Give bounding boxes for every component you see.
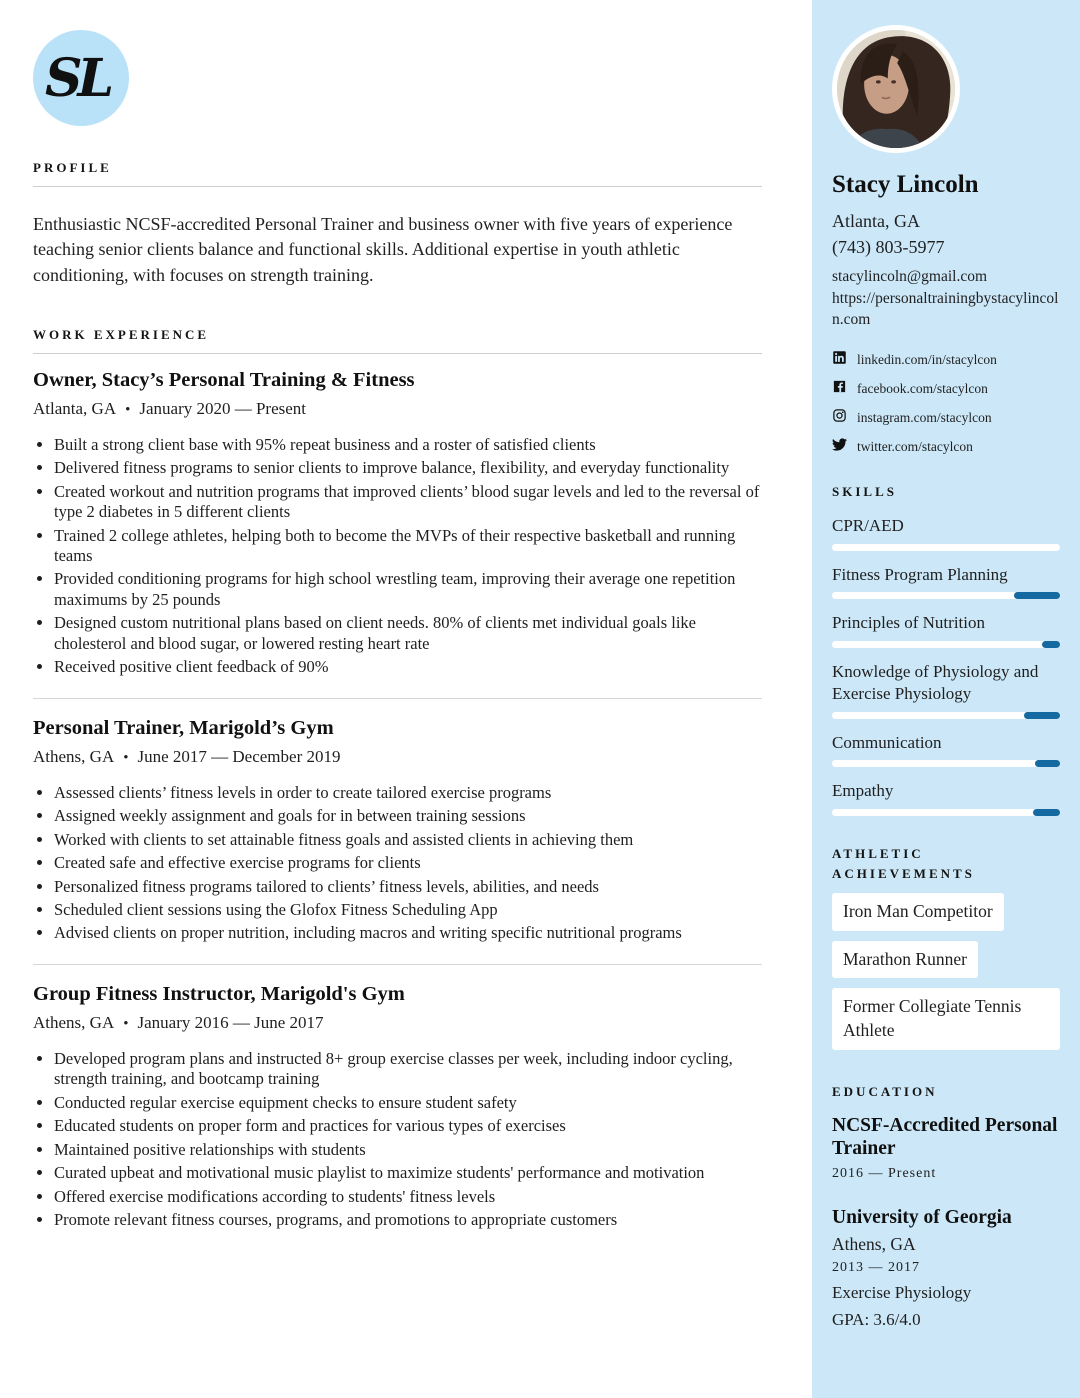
skill-bar [832, 809, 1060, 816]
sidebar [812, 0, 1080, 1398]
achievements-heading: ATHLETIC ACHIEVEMENTS [832, 846, 975, 881]
bullet-item: • Developed program plans and instructed 8+ group exercise classes per week, including indoor cycling, strength training, and bootcamp training [54, 1049, 762, 1090]
skill-name: CPR/AED [832, 515, 904, 535]
education-detail: GPA: 3.6/4.0 [832, 1310, 921, 1330]
bullet-item: • Created safe and effective exercise programs for clients [54, 853, 762, 873]
skill-bar [832, 760, 1060, 767]
skills-heading: SKILLS [832, 484, 897, 500]
bullet-item: • Built a strong client base with 95% repeat business and a roster of satisfied clients [54, 435, 762, 455]
work-experience-heading: WORK EXPERIENCE [33, 327, 210, 343]
skill-item [832, 612, 1060, 648]
bullet-item: • Trained 2 college athletes, helping both to become the MVPs of their respective basketball and running teams [54, 526, 762, 567]
skill-bar [832, 641, 1060, 648]
profile-text: Enthusiastic NCSF-accredited Personal Trainer and business owner with five years of experience teaching senior clients balance and functional skills. Additional expertise in youth athletic conditioning, with focuses on strength training. [33, 213, 733, 286]
portrait-illustration [837, 30, 955, 148]
skill-bar-remainder [1014, 592, 1060, 599]
monogram-initials: SL [44, 47, 110, 109]
skill-item [832, 780, 1060, 816]
achievement-tag: Former Collegiate Tennis Athlete [832, 988, 1060, 1049]
job-meta [33, 747, 762, 767]
education-heading: EDUCATION [832, 1083, 938, 1099]
instagram-icon [832, 408, 847, 423]
skill-name: Empathy [832, 781, 894, 801]
education-title: NCSF-Accredited Personal Trainer [832, 1115, 1058, 1160]
job-bullet-list [33, 783, 762, 944]
bullet-item: • Curated upbeat and motivational music playlist to maximize students' performance and motivation [54, 1163, 762, 1183]
social-link-label: facebook.com/stacylcon [857, 381, 988, 397]
skill-bar [832, 544, 1060, 551]
skill-item [832, 564, 1060, 600]
bullet-item: • Received positive client feedback of 90% [54, 657, 762, 677]
job-location: Atlanta, GA [33, 398, 117, 418]
education-dates: 2016 — Present [832, 1165, 937, 1181]
achievements-list [832, 893, 1060, 1050]
monogram-logo [33, 30, 129, 126]
social-link-linkedin[interactable] [832, 350, 1060, 370]
job-list [33, 369, 762, 1231]
job-entry [33, 369, 762, 678]
job-title: Group Fitness Instructor, Marigold's Gym [33, 982, 405, 1005]
bullet-item: • Personalized fitness programs tailored to clients’ fitness levels, abilities, and needs [54, 877, 762, 897]
job-divider [33, 964, 762, 965]
profile-photo [832, 25, 960, 153]
profile-heading: PROFILE [33, 160, 112, 175]
skill-bar-remainder [1035, 760, 1060, 767]
education-detail: Exercise Physiology [832, 1283, 972, 1303]
job-location: Athens, GA [33, 1012, 115, 1032]
twitter-icon [832, 437, 847, 457]
skill-name: Principles of Nutrition [832, 613, 985, 633]
skill-item [832, 515, 1060, 551]
linkedin-icon [832, 350, 847, 370]
social-link-facebook[interactable] [832, 379, 1060, 399]
skill-name: Knowledge of Physiology and Exercise Physiology [832, 662, 1039, 703]
instagram-icon [832, 408, 847, 428]
job-dates: January 2020 — Present [139, 398, 307, 418]
skills-list [832, 515, 1060, 816]
contact-location: Atlanta, GA [832, 211, 920, 231]
skill-bar [832, 592, 1060, 599]
education-location: Athens, GA [832, 1234, 916, 1255]
meta-separator-dot [114, 1013, 137, 1032]
job-divider [33, 698, 762, 699]
facebook-icon [832, 379, 847, 394]
contact-email-link[interactable]: stacylincoln@gmail.com [832, 268, 988, 286]
contact-phone: (743) 803-5977 [832, 237, 945, 258]
bullet-item: • Offered exercise modifications according to students' fitness levels [54, 1187, 762, 1207]
education-title: University of Georgia [832, 1206, 1012, 1228]
bullet-item: • Assessed clients’ fitness levels in order to create tailored exercise programs [54, 783, 762, 803]
bullet-item: • Assigned weekly assignment and goals for in between training sessions [54, 806, 762, 826]
skill-bar-remainder [1024, 712, 1060, 719]
social-link-label: instagram.com/stacylcon [857, 410, 992, 426]
education-dates: 2013 — 2017 [832, 1260, 920, 1276]
social-link-label: twitter.com/stacylcon [857, 439, 973, 455]
education-list [832, 1114, 1060, 1330]
skill-bar [832, 712, 1060, 719]
skill-item [832, 732, 1060, 768]
job-dates: June 2017 — December 2019 [137, 746, 341, 766]
profile-section [33, 158, 762, 289]
twitter-icon [832, 437, 847, 452]
social-link-instagram[interactable] [832, 408, 1060, 428]
bullet-item: • Worked with clients to set attainable fitness goals and assisted clients in achieving them [54, 830, 762, 850]
job-meta [33, 399, 762, 419]
meta-separator-dot [116, 399, 139, 418]
education-entry [832, 1114, 1060, 1182]
bullet-item: • Scheduled client sessions using the Glofox Fitness Scheduling App [54, 900, 762, 920]
bullet-item: • Educated students on proper form and practices for various types of exercises [54, 1116, 762, 1136]
education-entry [832, 1206, 1060, 1330]
bullet-item: • Advised clients on proper nutrition, including macros and writing specific nutritional programs [54, 923, 762, 943]
social-link-twitter[interactable] [832, 437, 1060, 457]
bullet-item: • Provided conditioning programs for high school wrestling team, improving their average one repetition maximums by 25 pounds [54, 569, 762, 610]
work-experience-rule [33, 353, 762, 354]
job-location: Athens, GA [33, 746, 115, 766]
skill-name: Fitness Program Planning [832, 564, 1008, 584]
contact-website-link[interactable]: https://personaltrainingbystacylincoln.com [832, 289, 1059, 328]
meta-separator-dot [114, 747, 137, 766]
person-name: Stacy Lincoln [832, 171, 979, 198]
job-bullet-list [33, 435, 762, 678]
social-link-label: linkedin.com/in/stacylcon [857, 352, 997, 368]
job-title: Owner, Stacy’s Personal Training & Fitness [33, 368, 415, 391]
social-links [832, 350, 1060, 457]
bullet-item: • Designed custom nutritional plans based on client needs. 80% of clients met individual goals like cholesterol and blood sugar, or lowered resting heart rate [54, 613, 762, 654]
skill-item [832, 661, 1060, 719]
facebook-icon [832, 379, 847, 399]
bullet-item: • Created workout and nutrition programs that improved clients’ blood sugar levels and led to the reversal of type 2 diabetes in 5 different clients [54, 482, 762, 523]
skill-name: Communication [832, 732, 942, 752]
bullet-item: • Promote relevant fitness courses, programs, and promotions to appropriate customers [54, 1210, 762, 1230]
skill-bar-remainder [1042, 641, 1060, 648]
bullet-item: • Conducted regular exercise equipment checks to ensure student safety [54, 1093, 762, 1113]
achievement-tag: Iron Man Competitor [832, 893, 1004, 931]
bullet-item: • Delivered fitness programs to senior clients to improve balance, flexibility, and everyday functionality [54, 458, 762, 478]
profile-rule [33, 186, 762, 187]
bullet-item: • Maintained positive relationships with students [54, 1140, 762, 1160]
job-meta [33, 1013, 762, 1033]
job-bullet-list [33, 1049, 762, 1231]
job-entry [33, 983, 762, 1231]
skill-bar-remainder [1033, 809, 1060, 816]
linkedin-icon [832, 350, 847, 365]
achievement-tag: Marathon Runner [832, 941, 978, 979]
job-title: Personal Trainer, Marigold’s Gym [33, 716, 334, 739]
job-entry [33, 717, 762, 944]
job-dates: January 2016 — June 2017 [137, 1012, 324, 1032]
work-experience-section [33, 325, 762, 1230]
